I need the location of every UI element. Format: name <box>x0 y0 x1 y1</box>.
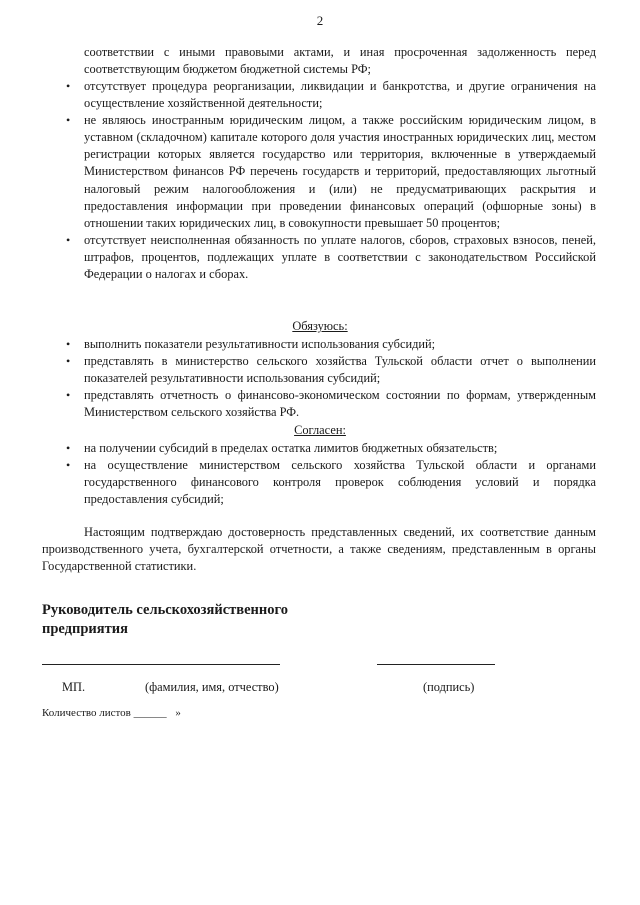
list-item-text: на осуществление министерством сельского хозяйства Тульской области и органами государственного финансового контроля проверок соблюдения условий и порядка предоставления субсидий; <box>84 458 596 507</box>
sheet-count <box>42 707 181 719</box>
list-item <box>66 440 596 457</box>
obligations-heading: Обязуюсь: <box>292 319 348 333</box>
list-item-text: на получении субсидий в пределах остатка лимитов бюджетных обязательств; <box>84 441 498 455</box>
list-item <box>66 353 596 387</box>
bullet-icon: • <box>66 441 71 455</box>
continuation-paragraph: соответствии с иными правовыми актами, и иная просроченная задолженность перед соответствующим бюджетом бюджетной системы РФ; <box>84 45 596 77</box>
bullet-icon: • <box>66 458 71 473</box>
sheets-label: Количество листов <box>42 707 131 719</box>
list-item-text: отсутствует процедура реорганизации, ликвидации и банкротства, и другие ограничения на осуществление хозяйственной деятельности; <box>84 79 596 111</box>
confirmation-paragraph: Настоящим подтверждаю достоверность представленных сведений, их соответствие данным производственного учета, бухгалтерской отчетности, а также сведениям, представленным в органы Государственной статистики. <box>42 525 596 574</box>
bullet-icon: • <box>66 388 71 403</box>
page-number: 2 <box>316 13 324 28</box>
sheets-blank: ______ <box>133 707 167 719</box>
list-item-text: отсутствует неисполненная обязанность по уплате налогов, сборов, страховых взносов, пеней, штрафов, процентов, подлежащих уплате в соответствии с законодательством Российской Федерации о налогах и сборах. <box>84 232 596 282</box>
bullet-icon: • <box>66 232 71 247</box>
signature-caption: (подпись) <box>423 680 475 694</box>
list-item-text: выполнить показатели результативности использования субсидий; <box>84 337 436 351</box>
list-item-text: не являюсь иностранным юридическим лицом, а также российским юридическим лицом, в уставном (складочном) капитале которого доля участия иностранных юридических лиц, местом регистрации которых является государство или территория, включенные в утверждаемый Министерством финансов РФ перечень государств и территорий, предоставляющих льготный налоговый режим налогообложения и (или) не предусматривающих раскрытия и предоставления информации при проведении финансовых операций (офшорные зоны) в отношении таких юридических лиц, в совокупности превышает 50 процентов; <box>84 113 596 230</box>
list-item <box>66 112 596 232</box>
signer-title: Руководитель сельскохозяйственного предприятия <box>42 602 288 637</box>
bullet-icon: • <box>66 79 71 93</box>
bullet-icon: • <box>66 354 71 369</box>
list-item <box>66 457 596 508</box>
list-item-text: представлять отчетность о финансово-экономическом состоянии по формам, утвержденным Министерством сельского хозяйства РФ. <box>84 388 596 420</box>
conditions-list <box>66 78 596 283</box>
consent-heading: Согласен: <box>294 423 346 437</box>
signature-line <box>377 664 495 665</box>
obligations-list <box>66 336 596 421</box>
name-signature-line <box>42 664 280 665</box>
bullet-icon: • <box>66 337 71 351</box>
list-item <box>66 232 596 283</box>
stamp-label: МП. <box>62 680 86 694</box>
bullet-icon: • <box>66 113 71 128</box>
list-item <box>66 78 596 112</box>
list-item-text: представлять в министерство сельского хозяйства Тульской области отчет о выполнении показателей результативности использования субсидий; <box>84 354 596 386</box>
list-item <box>66 387 596 421</box>
consent-list <box>66 440 596 508</box>
list-item <box>66 336 596 353</box>
sheets-suffix: » <box>175 707 181 719</box>
name-caption: (фамилия, имя, отчество) <box>145 680 279 694</box>
